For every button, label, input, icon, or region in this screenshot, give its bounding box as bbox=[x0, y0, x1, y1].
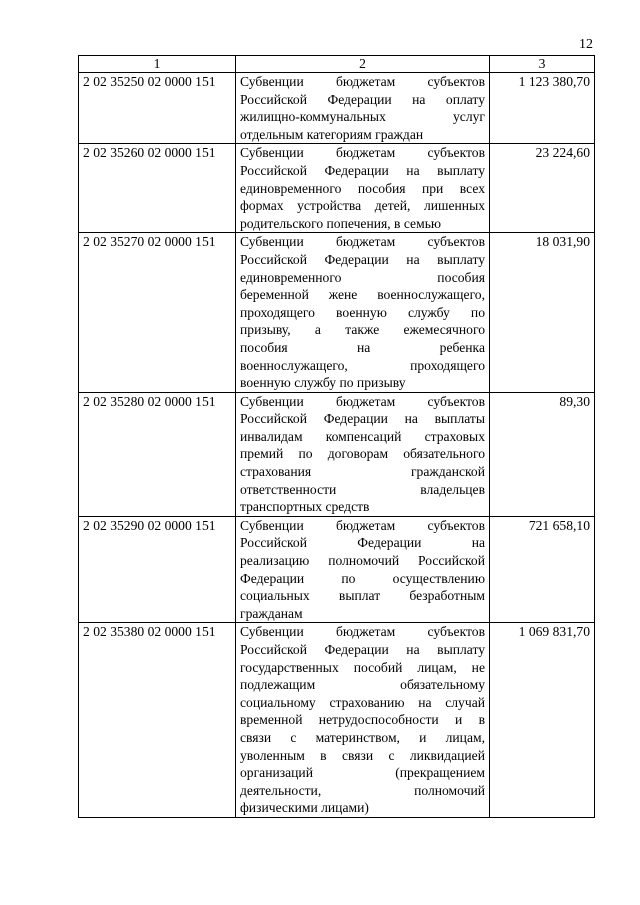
table-row bbox=[79, 516, 595, 623]
description-line: страхования гражданской bbox=[240, 464, 485, 480]
description-line: временной нетрудоспособности и в bbox=[240, 712, 485, 728]
description-line: ответственности владельцев bbox=[240, 481, 485, 497]
description-line: Субвенции бюджетам субъектов bbox=[240, 74, 485, 89]
column-header-name: 2 bbox=[236, 56, 490, 73]
description-line: организаций (прекращением bbox=[240, 765, 485, 781]
table-body bbox=[79, 73, 595, 818]
description-line: Субвенции бюджетам субъектов bbox=[240, 234, 485, 250]
description-line: Российской Федерации на bbox=[240, 535, 485, 551]
description-line: жилищно-коммунальных услуг bbox=[240, 109, 485, 125]
description-line: инвалидам компенсаций страховых bbox=[240, 428, 485, 444]
description-line: гражданам bbox=[240, 605, 303, 621]
page-number: 12 bbox=[579, 37, 593, 52]
description-line: формах устройства детей, лишенных bbox=[240, 198, 485, 214]
description-line: подлежащим обязательному bbox=[240, 677, 485, 693]
table-row bbox=[79, 233, 595, 392]
description-line: премий по договорам обязательного bbox=[240, 446, 485, 462]
description-line: Российской Федерации на выплату bbox=[240, 642, 485, 657]
description-line: родительского попечения, в семью bbox=[240, 215, 442, 231]
description-line: государственных пособий лицам, не bbox=[240, 659, 485, 675]
column-header-code: 1 bbox=[79, 56, 236, 73]
budget-code-cell: 2 02 35280 02 0000 151 bbox=[79, 392, 236, 516]
description-cell bbox=[236, 233, 490, 392]
budget-code-cell: 2 02 35260 02 0000 151 bbox=[79, 144, 236, 233]
description-cell bbox=[236, 516, 490, 623]
description-line: деятельности, полномочий bbox=[240, 782, 485, 798]
description-cell bbox=[236, 623, 490, 818]
description-line: Субвенции бюджетам субъектов bbox=[240, 517, 485, 533]
description-line: физическими лицами) bbox=[240, 800, 369, 816]
description-line: Федерации по осуществлению bbox=[240, 570, 485, 586]
description-line: единовременного пособия bbox=[240, 269, 485, 285]
description-line: пособия на ребенка bbox=[240, 339, 485, 355]
amount-cell: 1 069 831,70 bbox=[490, 623, 595, 818]
description-line: уволенным в связи с ликвидацией bbox=[240, 747, 485, 763]
description-line: транспортных средств bbox=[240, 499, 370, 515]
table-row bbox=[79, 623, 595, 818]
budget-code-cell: 2 02 35250 02 0000 151 bbox=[79, 73, 236, 144]
budget-code-cell: 2 02 35380 02 0000 151 bbox=[79, 623, 236, 818]
budget-code-cell: 2 02 35290 02 0000 151 bbox=[79, 516, 236, 623]
description-line: Российской Федерации на выплату bbox=[240, 162, 485, 178]
description-line: проходящего военную службу по bbox=[240, 304, 485, 320]
amount-cell: 89,30 bbox=[490, 392, 595, 516]
description-line: Российской Федерации на оплату bbox=[240, 91, 485, 107]
table-row bbox=[79, 392, 595, 516]
description-line: социальных выплат безработным bbox=[240, 588, 485, 604]
description-cell bbox=[236, 144, 490, 233]
description-line: призыву, а также ежемесячного bbox=[240, 322, 485, 338]
description-line: Субвенции бюджетам субъектов bbox=[240, 145, 485, 161]
description-line: Российской Федерации на выплату bbox=[240, 251, 485, 267]
description-line: военнослужащего, проходящего bbox=[240, 357, 485, 373]
table-row bbox=[79, 144, 595, 233]
description-cell bbox=[236, 73, 490, 144]
description-line: социальному страхованию на случай bbox=[240, 694, 485, 710]
description-line: Субвенции бюджетам субъектов bbox=[240, 393, 485, 409]
description-line: Российской Федерации на выплаты bbox=[240, 411, 485, 427]
column-header-amount: 3 bbox=[490, 56, 595, 73]
description-line: отдельным категориям граждан bbox=[240, 126, 424, 142]
amount-cell: 23 224,60 bbox=[490, 144, 595, 233]
budget-table bbox=[78, 55, 595, 818]
description-line: беременной жене военнослужащего, bbox=[240, 287, 485, 303]
amount-cell: 721 658,10 bbox=[490, 516, 595, 623]
description-line: единовременного пособия при всех bbox=[240, 180, 485, 196]
table-row bbox=[79, 73, 595, 144]
description-line: Субвенции бюджетам субъектов bbox=[240, 624, 485, 640]
table-header-row bbox=[79, 56, 595, 73]
amount-cell: 1 123 380,70 bbox=[490, 73, 595, 144]
description-line: связи с материнством, и лицам, bbox=[240, 729, 485, 745]
description-cell bbox=[236, 392, 490, 516]
description-line: военную службу по призыву bbox=[240, 375, 406, 391]
amount-cell: 18 031,90 bbox=[490, 233, 595, 392]
budget-code-cell: 2 02 35270 02 0000 151 bbox=[79, 233, 236, 392]
description-line: реализацию полномочий Российской bbox=[240, 553, 485, 569]
